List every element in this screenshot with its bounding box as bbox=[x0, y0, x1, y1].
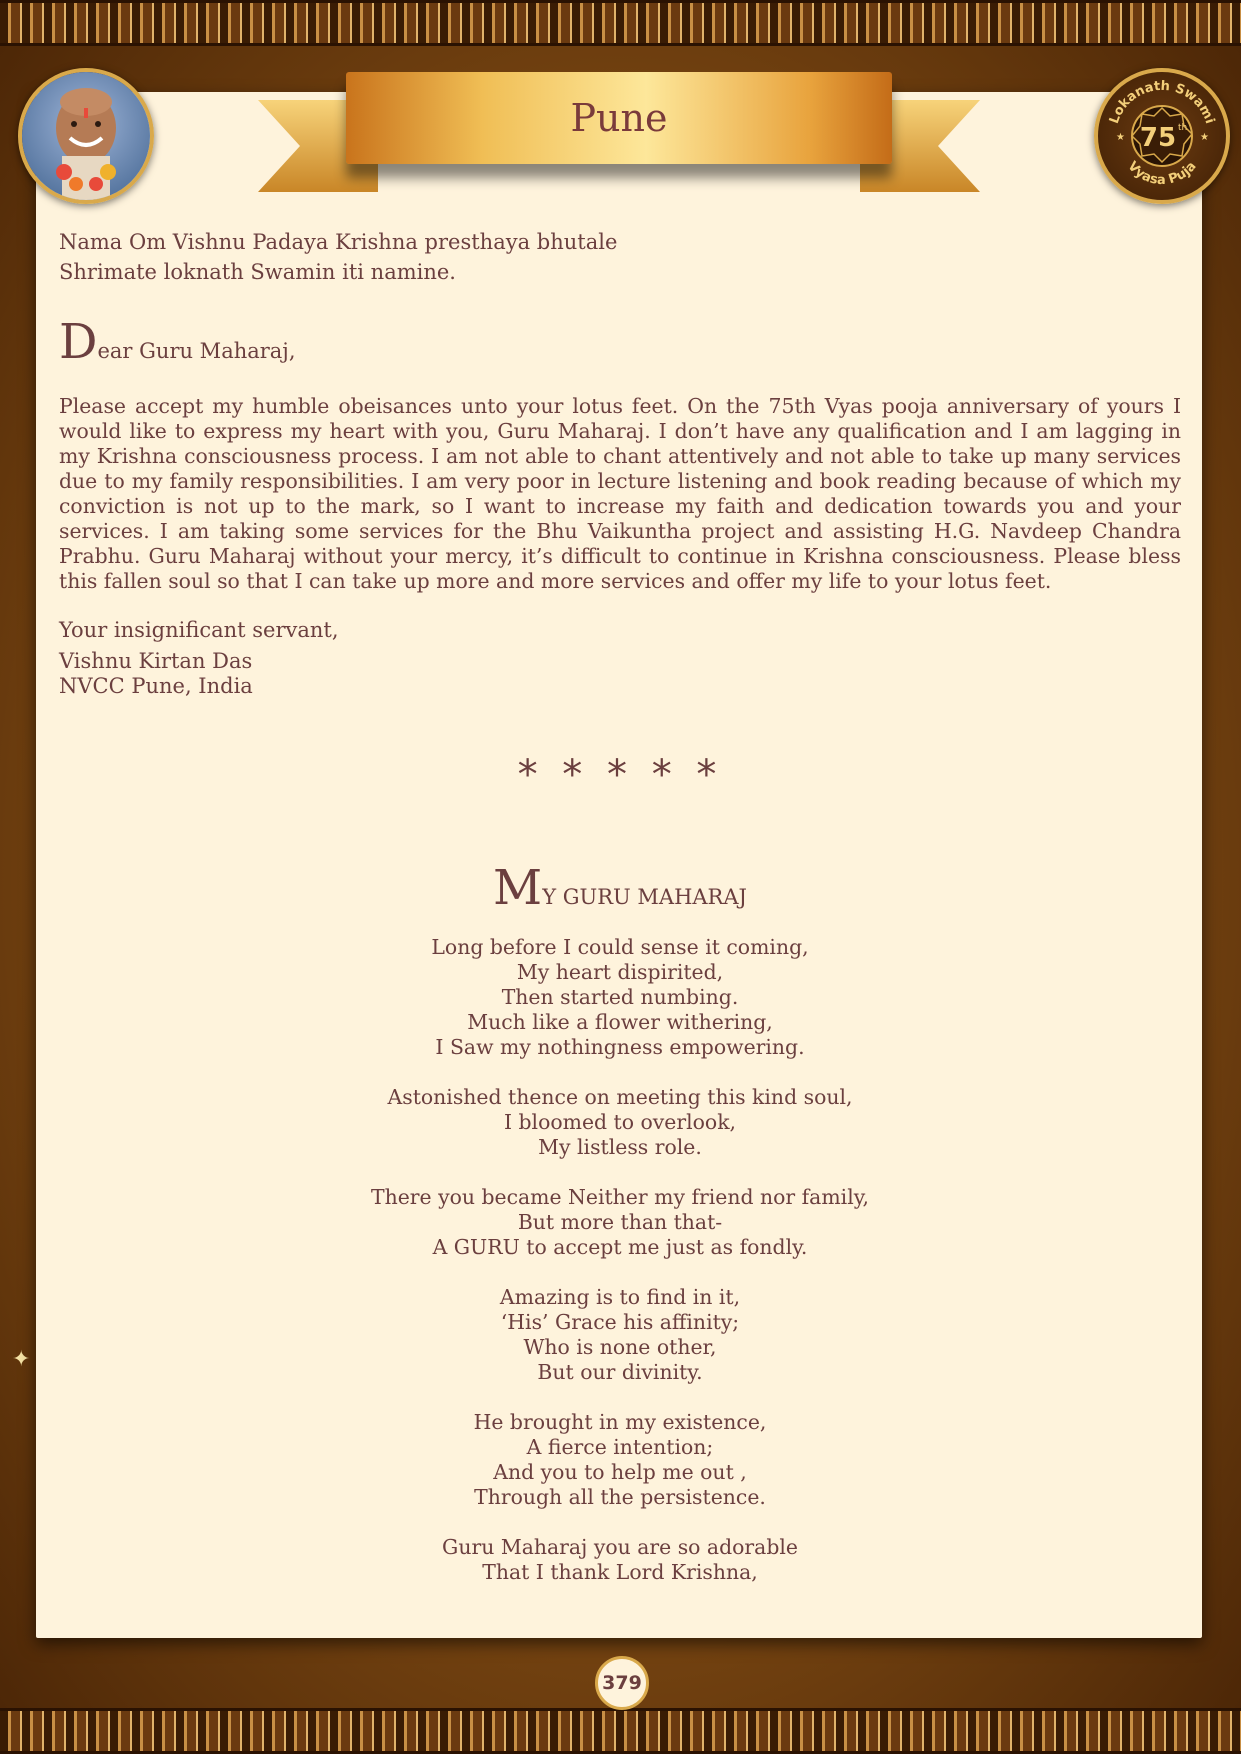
poem-stanza bbox=[59, 1410, 1181, 1510]
poem-line: Astonished thence on meeting this kind soul, bbox=[387, 1085, 853, 1109]
sparkle-icon: ✦ bbox=[12, 1347, 31, 1372]
poem-line: I Saw my nothingness empowering. bbox=[435, 1035, 805, 1059]
poem-line: Then started numbing. bbox=[501, 985, 739, 1009]
poem-line: There you became Neither my friend nor family, bbox=[370, 1185, 870, 1209]
poem-stanza bbox=[59, 1085, 1181, 1160]
svg-text:★: ★ bbox=[1116, 132, 1125, 143]
poem-line: But our divinity. bbox=[537, 1360, 703, 1384]
page-number: 379 bbox=[595, 1656, 649, 1710]
greeting-dropcap: D bbox=[59, 314, 98, 370]
poem-stanza bbox=[59, 1535, 1181, 1585]
bottom-ornamental-border bbox=[0, 1708, 1241, 1754]
mantra bbox=[59, 227, 617, 287]
anniversary-badge bbox=[1094, 68, 1230, 204]
poem-line: Who is none other, bbox=[523, 1335, 717, 1359]
poem-line: He brought in my existence, bbox=[473, 1410, 767, 1434]
poem-line: Much like a flower withering, bbox=[467, 1010, 773, 1034]
portrait-image bbox=[22, 72, 150, 200]
poem-line: Guru Maharaj you are so adorable bbox=[442, 1535, 798, 1559]
poem-line: My heart dispirited, bbox=[516, 960, 724, 984]
poem-line: My listless role. bbox=[538, 1135, 702, 1159]
greeting bbox=[59, 314, 296, 370]
page-title: Pune bbox=[570, 96, 668, 140]
poem-line: But more than that- bbox=[517, 1210, 723, 1234]
mantra-line: Shrimate loknath Swamin iti namine. bbox=[59, 260, 456, 284]
poem-title-dropcap: M bbox=[493, 860, 543, 916]
poem-line: A GURU to accept me just as fondly. bbox=[432, 1235, 808, 1259]
poem-line: A fierce intention; bbox=[526, 1435, 714, 1459]
poem-title bbox=[59, 860, 1181, 916]
poem-stanza bbox=[59, 935, 1181, 1060]
poem-line: Long before I could sense it coming, bbox=[431, 935, 809, 959]
poem-line: And you to help me out , bbox=[493, 1460, 747, 1484]
guru-portrait bbox=[18, 68, 154, 204]
poem-stanza bbox=[59, 1185, 1181, 1260]
closing-line: Your insignificant servant, bbox=[59, 618, 339, 642]
section-separator: * * * * * bbox=[517, 752, 723, 798]
mantra-line: Nama Om Vishnu Padaya Krishna presthaya bhutale bbox=[59, 230, 618, 254]
svg-text:★: ★ bbox=[1200, 132, 1209, 143]
svg-text:Lokanath Swami: Lokanath Swami bbox=[1106, 78, 1218, 126]
signature-block bbox=[59, 618, 339, 703]
ribbon-banner bbox=[346, 72, 892, 164]
author-name: Vishnu Kirtan Das bbox=[59, 649, 253, 673]
badge-emblem bbox=[1098, 72, 1226, 200]
poem-line: Through all the persistence. bbox=[474, 1485, 766, 1509]
letter-body: Please accept my humble obeisances unto your lotus feet. On the 75th Vyas pooja anniversary of yours I would like to express my heart with you, Guru Maharaj. I don’t have any qualification and I am lagging in my Krishna consciousness process. I am not able to chant attentively and not able to take up many services due to my family responsibilities. I am very poor in lecture listening and book reading because of which my conviction is not up to the mark, so I want to increase my faith and dedication towards you and your services. I am taking some services for the Bhu Vaikuntha project and assisting H.G. Navdeep Chandra Prabhu. Guru Maharaj without your mercy, it’s difficult to continue in Krishna consciousness. Please bless this fallen soul so that I can take up more and more services and offer my life to your lotus feet. bbox=[59, 394, 1181, 593]
svg-text:75: 75 bbox=[1139, 123, 1177, 153]
poem-body bbox=[59, 935, 1181, 1610]
poem-stanza bbox=[59, 1285, 1181, 1385]
poem-line: That I thank Lord Krishna, bbox=[482, 1560, 758, 1584]
poem-line: I bloomed to overlook, bbox=[503, 1110, 737, 1134]
top-ornamental-border bbox=[0, 0, 1241, 46]
poem-title-text: Y GURU MAHARAJ bbox=[542, 885, 747, 909]
greeting-text: ear Guru Maharaj, bbox=[97, 339, 296, 363]
poem-line: ‘His’ Grace his affinity; bbox=[500, 1310, 740, 1334]
author-place: NVCC Pune, India bbox=[59, 674, 253, 698]
svg-text:th: th bbox=[1178, 123, 1188, 133]
svg-text:Vyasa Puja: Vyasa Puja bbox=[1124, 158, 1200, 189]
header-ribbon bbox=[258, 48, 980, 168]
poem-line: Amazing is to find in it, bbox=[499, 1285, 741, 1309]
